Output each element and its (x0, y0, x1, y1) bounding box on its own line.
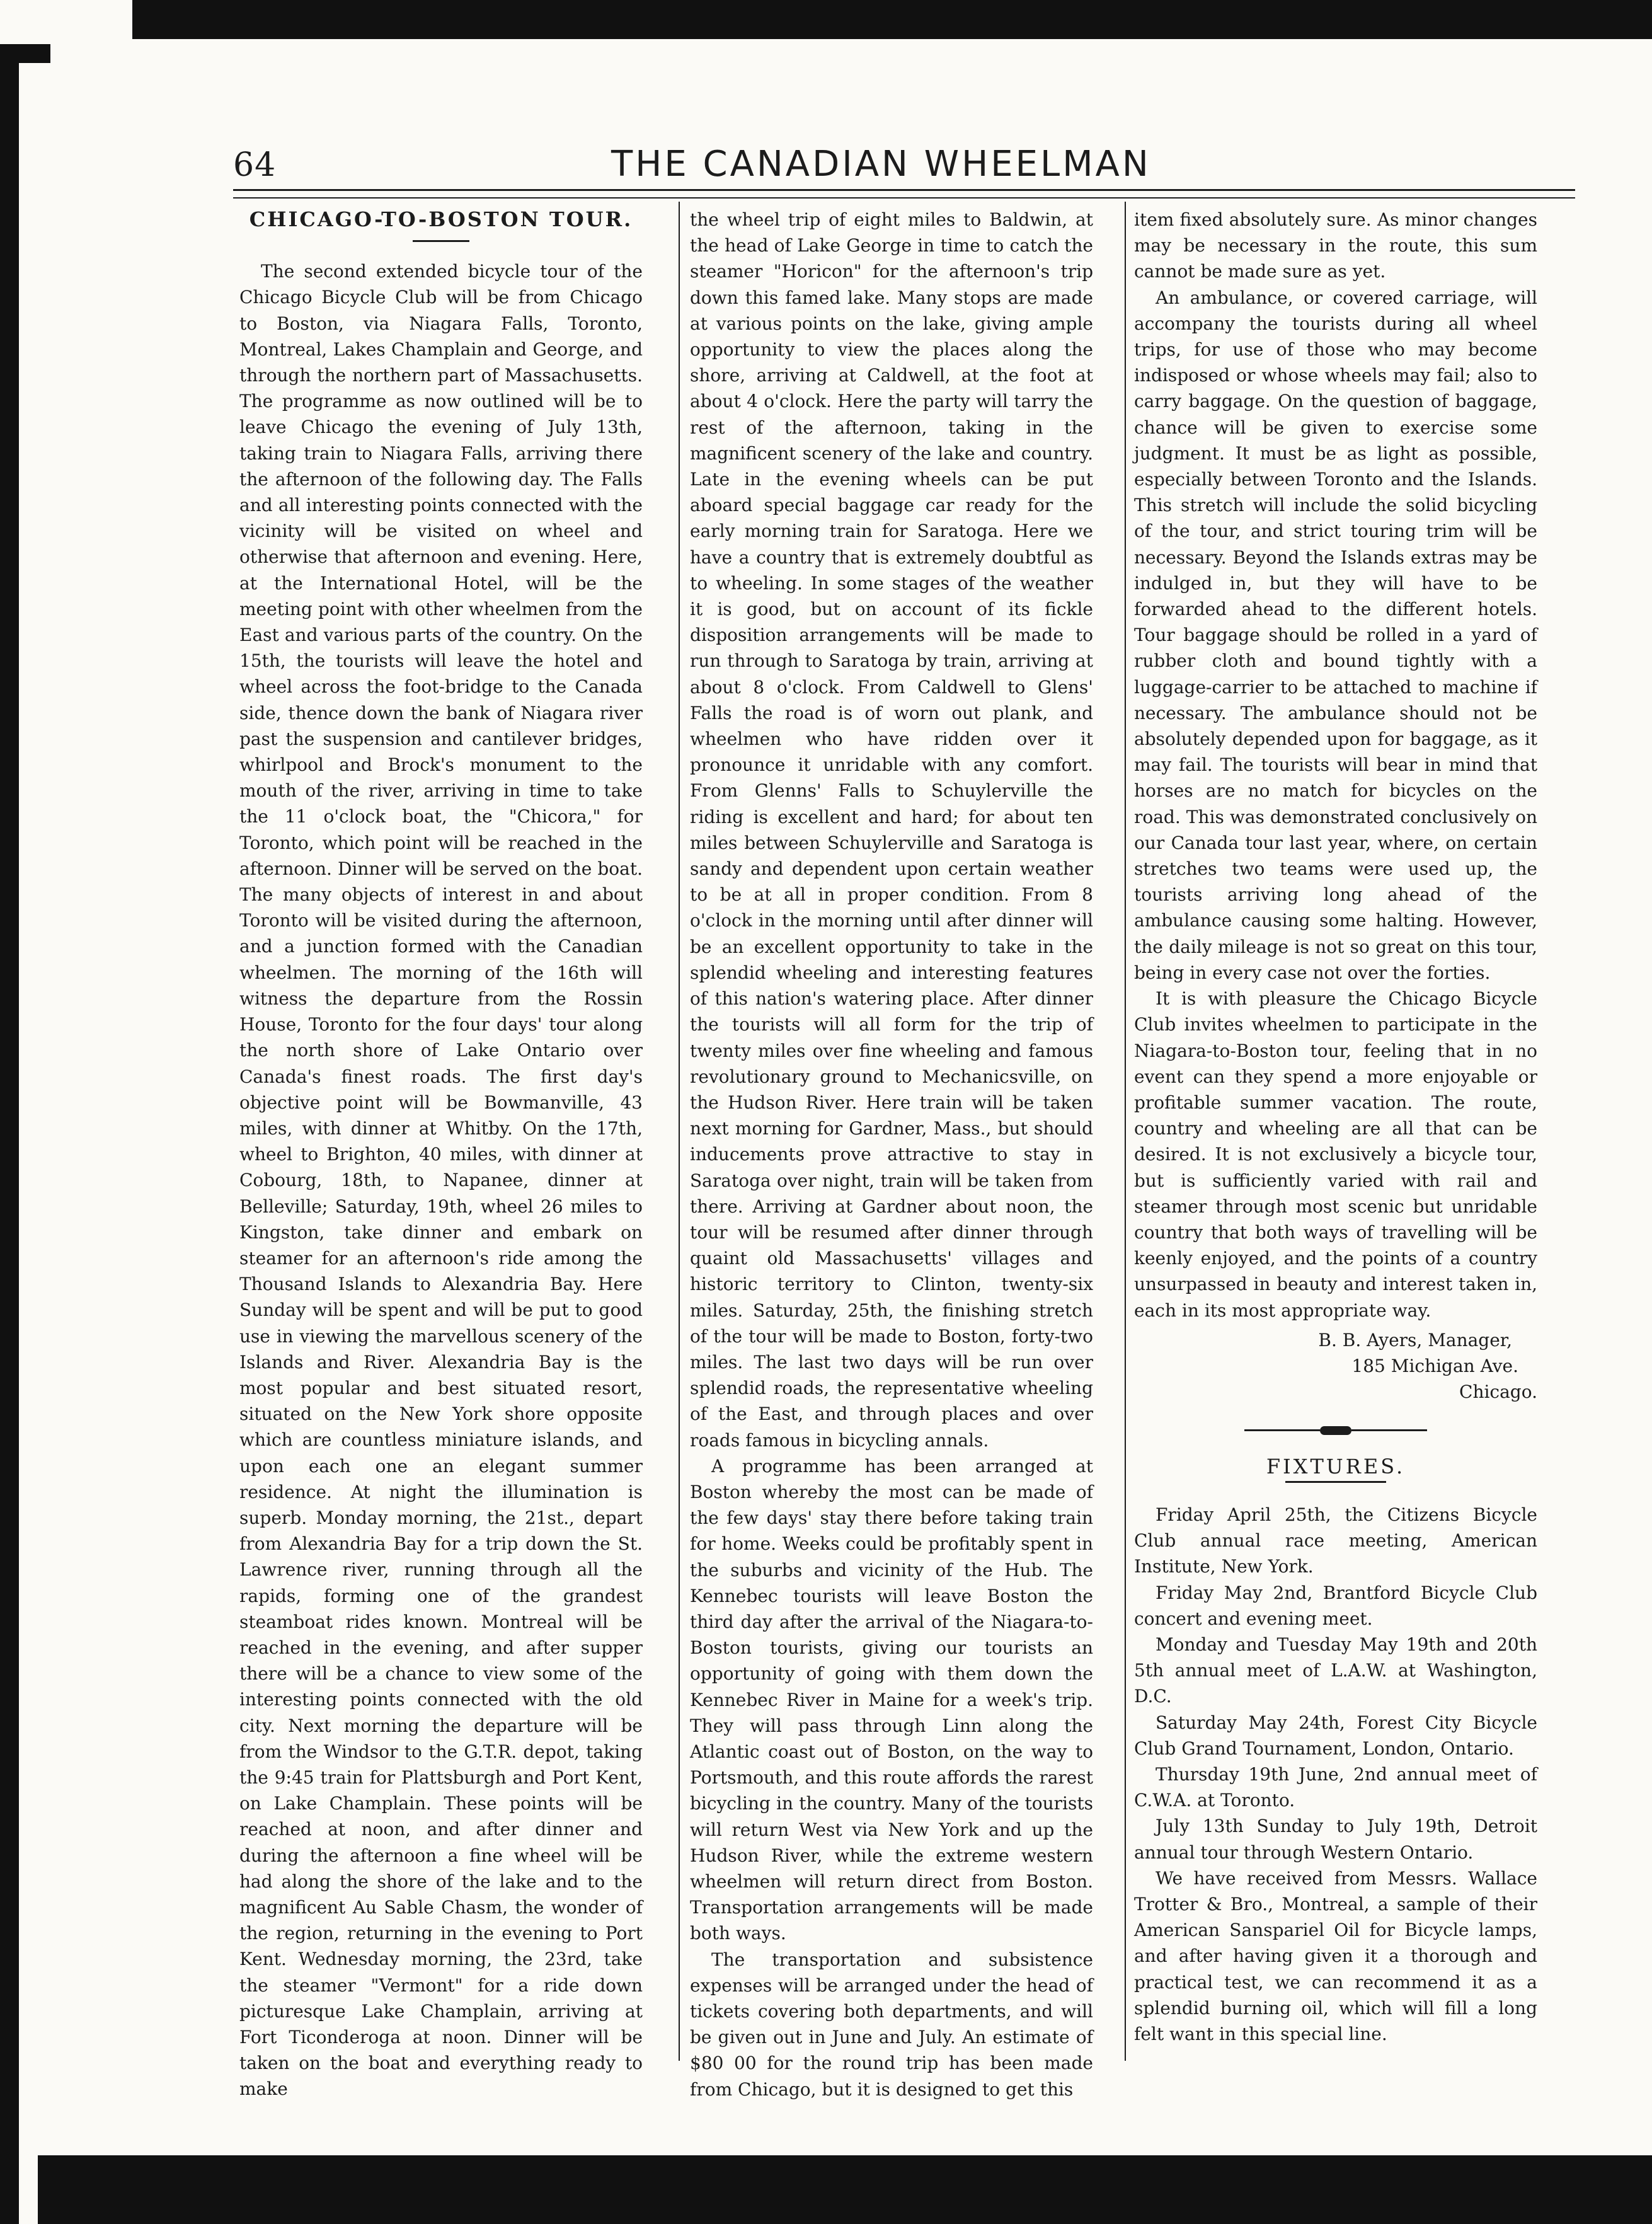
fixtures-title: FIXTURES. (1266, 1454, 1406, 1478)
fixture-item: July 13th Sunday to July 19th, Detroit annual tour through Western Ontario. (1134, 1816, 1537, 1863)
article-paragraph: A programme has been arranged at Boston whereby the most can be made of the few days' stay there before taking train for home. Weeks could be profitably spent in the suburbs and vicinity of the Hub. The Kennebec tourists will leave Boston the third day after the arrival of the Niagara-to-Boston tourists, giving our tourists an opportunity of going with them down the Kennebec River in Maine for a week's trip. They will pass through Linn along the Atlantic coast out of Boston, on the way to Portsmouth, and this route affords the rarest bicycling in the country. Many of the tourists will return West via New York and up the Hudson River, while the extreme western wheelmen will return direct from Boston. Transportation arrangements will be made both ways. (690, 1455, 1093, 1944)
scan-border-top (132, 0, 1652, 39)
column-1 (239, 207, 643, 2102)
page-number: 64 (233, 146, 277, 184)
column-divider (679, 202, 680, 2061)
scan-border-left (0, 44, 19, 2224)
signature-name: B. B. Ayers, Manager, (1318, 1329, 1512, 1351)
fixture-item: Thursday 19th June, 2nd annual meet of C.W.A. at Toronto. (1134, 1763, 1537, 1811)
article-paragraph: the wheel trip of eight miles to Baldwin, at the head of Lake George in time to catch the steamer "Horicon" for the afternoon's trip down this famed lake. Many stops are made at various points on the lake, giving ample opportunity to view the places along the shore, arriving at Caldwell, at the foot at about 4 o'clock. Here the party will tarry the rest of the afternoon, taking in the magnificent scenery of the lake and country. Late in the evening wheels can be put aboard special baggage car ready for the early morning train for Saratoga. Here we have a country that is extremely doubtful as to wheeling. In some stages of the weather it is good, but on account of its fickle disposition arrangements will be made to run through to Saratoga by train, arriving at about 8 o'clock. From Caldwell to Glens' Falls the road is of worn out plank, and wheelmen who have ridden over it pronounce it unridable with any comfort. From Glenns' Falls to Schuylerville the riding is excellent and hard; for about ten miles between Schuylerville and Saratoga is sandy and dependent upon certain weather to be at all in proper condition. From 8 o'clock in the morning until after dinner will be an excellent opportunity to take in the splendid wheeling and interesting features of this nation's watering place. After dinner the tourists will all form for the trip of twenty miles over fine wheeling and famous revolutionary ground to Mechanicsville, on the Hudson River. Here train will be taken next morning for Gardner, Mass., but should inducements prove attractive to stay in Saratoga over night, train will be taken from there. Arriving at Gardner about noon, the tour will be resumed after dinner through quaint old Massachusetts' villages and historic territory to Clinton, twenty-six miles. Saturday, 25th, the finishing stretch of the tour will be made to Boston, forty-two miles. The last two days will be run over splendid roads, the representative wheeling of the East, and through places and over roads famous in bicycling annals. (690, 209, 1093, 1451)
section-ornament (1134, 1426, 1537, 1435)
article-paragraph: It is with pleasure the Chicago Bicycle Club invites wheelmen to participate in the Niagara-to-Boston tour, feeling that in no event can they spend a more enjoyable or profitable summer vacation. The route, country and wheeling are all that can be desired. It is not exclusively a bicycle tour, but is sufficiently varied with rail and steamer through most scenic but unridable country that both ways of travelling will be keenly enjoyed, and the points of a country unsurpassed in beauty and interest taken in, each in its most appropriate way. (1134, 988, 1537, 1321)
header-rule (233, 189, 1575, 199)
fixture-item: Friday April 25th, the Citizens Bicycle Club annual race meeting, American Institute, New York. (1134, 1504, 1537, 1577)
fixture-item: Saturday May 24th, Forest City Bicycle Club Grand Tournament, London, Ontario. (1134, 1712, 1537, 1759)
masthead: THE CANADIAN WHEELMAN (611, 144, 1151, 185)
ornament-line (1351, 1429, 1427, 1431)
scan-border-bottom (38, 2155, 1652, 2224)
signature-address: 185 Michigan Ave. (1351, 1355, 1518, 1376)
fixtures-title-rule (1285, 1481, 1386, 1483)
article-paragraph: The transportation and subsistence expenses will be arranged under the head of tickets covering both departments, and will be given out in June and July. An estimate of $80 00 for the round trip has been made from Chicago, but it is designed to get this (690, 1949, 1093, 2100)
article-paragraph: The second extended bicycle tour of the Chicago Bicycle Club will be from Chicago to Boston, via Niagara Falls, Toronto, Montreal, Lakes Champlain and George, and through the northern part of Massachusetts. The programme as now outlined will be to leave Chicago the evening of July 13th, taking train to Niagara Falls, arriving there the afternoon of the following day. The Falls and all interesting points connected with the vicinity will be visited on wheel and otherwise that afternoon and evening. Here, at the International Hotel, will be the meeting point with other wheelmen from the East and various parts of the country. On the 15th, the tourists will leave the hotel and wheel across the foot-bridge to the Canada side, thence down the bank of Niagara river past the suspension and cantilever bridges, whirlpool and Brock's monument to the mouth of the river, arriving in time to take the 11 o'clock boat, the "Chicora," for Toronto, which point will be reached in the afternoon. Dinner will be served on the boat. The many objects of interest in and about Toronto will be visited during the afternoon, and a junction formed with the Canadian wheelmen. The morning of the 16th will witness the departure from the Rossin House, Toronto for the four days' tour along the north shore of Lake Ontario over Canada's finest roads. The first day's objective point will be Bowmanville, 43 miles, with dinner at Whitby. On the 17th, wheel to Brighton, 40 miles, with dinner at Cobourg, 18th, to Napanee, dinner at Belleville; Saturday, 19th, wheel 26 miles to Kingston, take dinner and embark on steamer for an afternoon's ride among the Thousand Islands to Alexandria Bay. Here Sunday will be spent and will be put to good use in viewing the marvellous scenery of the Islands and River. Alexandria Bay is the most popular and best situated resort, situated on the New York shore opposite which are countless miniature islands, and upon each one an elegant summer residence. At night the illumination is superb. Monday morning, the 21st., depart from Alexandria Bay for a trip down the St. Lawrence river, running through all the rapids, forming one of the grandest steamboat rides known. Montreal will be reached in the evening, and after supper there will be a chance to view some of the interesting points connected with the old city. Next morning the departure will be from the Windsor to the G.T.R. depot, taking the 9:45 train for Plattsburgh and Port Kent, on Lake Champlain. These points will be reached at noon, and after dinner and during the afternoon a fine wheel will be had along the shore of the lake and to the magnificent Au Sable Chasm, the wonder of the region, returning in the evening to Port Kent. Wednesday morning, the 23rd, take the steamer "Vermont" for a ride down picturesque Lake Champlain, arriving at Fort Ticonderoga at noon. Dinner will be taken on the boat and everything ready to make (239, 261, 643, 2100)
column-3 (1134, 207, 1537, 2047)
scan-border-left-cap (0, 44, 50, 63)
article-paragraph: item fixed absolutely sure. As minor changes may be necessary in the route, this sum cannot be made sure as yet. (1134, 209, 1537, 282)
column-divider (1125, 202, 1126, 2061)
signature (1134, 1327, 1537, 1405)
ornament-line (1244, 1429, 1320, 1431)
column-2 (690, 207, 1093, 2102)
fixture-item: We have received from Messrs. Wallace Trotter & Bro., Montreal, a sample of their American Sanspariel Oil for Bicycle lamps, and after having given it a thorough and practical test, we can recommend it as a splendid burning oil, which will fill a long felt want in this special line. (1134, 1867, 1537, 2044)
signature-city: Chicago. (1459, 1381, 1537, 1402)
title-rule (413, 240, 469, 242)
fixture-item: Monday and Tuesday May 19th and 20th 5th annual meet of L.A.W. at Washington, D.C. (1134, 1633, 1537, 1707)
fixture-item: Friday May 2nd, Brantford Bicycle Club concert and evening meet. (1134, 1582, 1537, 1629)
article-title: CHICAGO-TO-BOSTON TOUR. (249, 207, 633, 231)
article-paragraph: An ambulance, or covered carriage, will accompany the tourists during all wheel trips, for use of those who may become indisposed or whose wheels may fail; also to carry baggage. On the question of baggage, chance will be given to exercise some judgment. It must be as light as possible, especially between Toronto and the Islands. This stretch will include the solid bicycling of the tour, and strict touring trim will be necessary. Beyond the Islands extras may be indulged in, but they will have to be forwarded ahead to the different hotels. Tour baggage should be rolled in a yard of rubber cloth and bound tightly with a luggage-carrier to be attached to machine if necessary. The ambulance should not be absolutely depended upon for baggage, as it may fail. The tourists will bear in mind that horses are no match for bicycles on the road. This was demonstrated conclusively on our Canada tour last year, where, on certain stretches two teams were used up, the tourists arriving long ahead of the ambulance causing some halting. However, the daily mileage is not so great on this tour, being in every case not over the forties. (1134, 287, 1537, 983)
ornament-dot (1320, 1426, 1351, 1435)
